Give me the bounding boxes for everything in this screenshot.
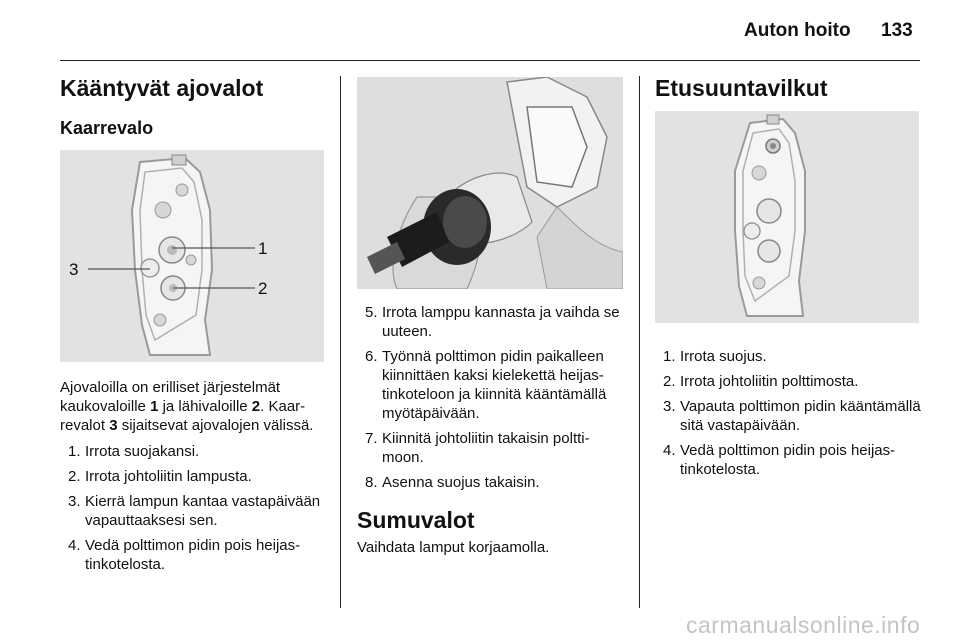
headlamp-rear-figure (60, 150, 324, 362)
list-item: 1. Irrota suojakansi. (68, 443, 200, 460)
list-item: 6. Työnnä polttimon pidin paikalleen kiinnittäen kaksi kielekettä heijastinkoteloon ja kiinnitä kääntämällä myötäpäivään. (365, 348, 607, 422)
list-item: 4. Vedä polttimon pidin pois heijastinkotelosta. (663, 442, 896, 478)
steps-list-indicators (655, 347, 921, 479)
list-item: 4. Vedä polttimon pidin pois heijastinkotelosta. (68, 537, 301, 573)
column-divider-left (340, 76, 341, 608)
list-item: 3. Kierrä lampun kantaa vastapäivään vapauttaaksesi sen. (68, 493, 321, 529)
right-column (655, 72, 921, 485)
list-item: 1. Irrota suojus. (663, 348, 767, 365)
list-item: 7. Kiinnitä johtoliitin takaisin polttimoon. (365, 430, 590, 466)
page-number: 133 (881, 20, 913, 41)
list-item: 8. Asenna suojus takaisin. (365, 474, 540, 491)
column-divider-right (639, 76, 640, 608)
steps-list-cornering (60, 442, 326, 574)
steps-list-replacement (357, 303, 625, 492)
list-item: 2. Irrota johtoliitin lampusta. (68, 468, 252, 485)
middle-column (357, 72, 625, 557)
section-title-front-indicators: Etusuuntavilkut (655, 75, 828, 101)
bulb-holder-figure (357, 77, 623, 289)
callout-2: 2 (258, 279, 268, 298)
subsection-title-cornering-light: Kaarrevalo (60, 118, 154, 138)
list-item: 3. Vapauta polttimon pidin kääntämällä sitä vastapäivään. (663, 398, 921, 434)
section-title-fog-lights: Sumuvalot (357, 507, 475, 533)
section-title-cornering-lights: Kääntyvät ajovalot (60, 75, 264, 101)
list-item: 5. Irrota lamppu kannasta ja vaihda se uuteen. (365, 304, 620, 340)
fog-lights-text: Vaihdata lamput korjaamolla. (357, 539, 550, 556)
intro-paragraph: Ajovaloilla on erilliset järjestelmät kaukovaloille 1 ja lähivaloille 2. Kaarrevalot 3 sijaitsevat ajovalojen välissä. (60, 379, 314, 434)
left-column (60, 72, 326, 580)
watermark: carmanualsonline.info (686, 612, 921, 638)
callout-1: 1 (258, 239, 268, 258)
list-item: 2. Irrota johtoliitin polttimosta. (663, 373, 859, 390)
indicator-figure (655, 111, 919, 323)
header-rule (60, 60, 920, 61)
page-header-title: Auton hoito (744, 20, 851, 41)
callout-3: 3 (69, 260, 79, 279)
